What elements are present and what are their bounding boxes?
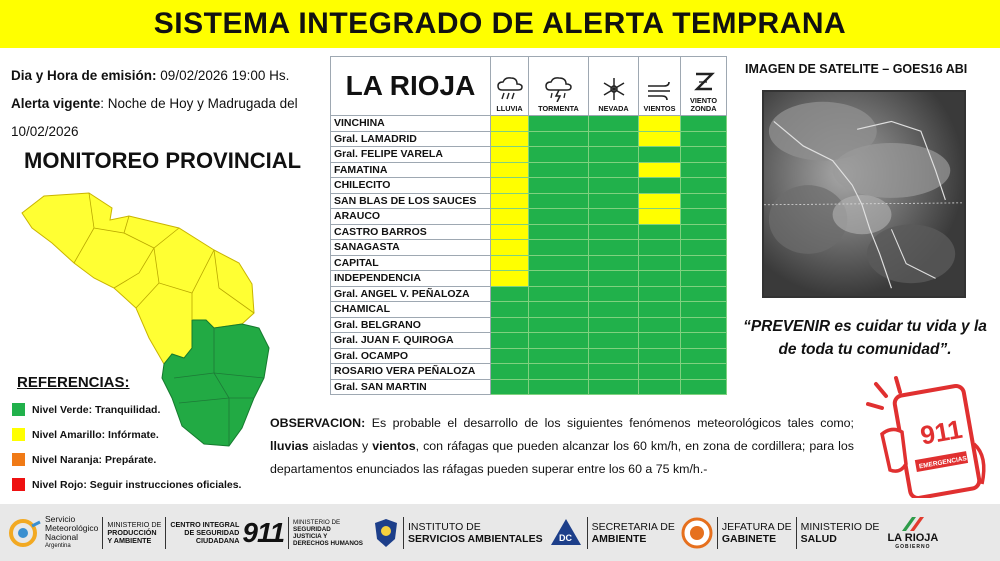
alert-cell-lluvia: [491, 286, 529, 302]
observation: OBSERVACION: Es probable el desarrollo de los siguientes fenómenos meteorológicos tales como; lluvias aisladas y vientos, con ráfagas que pueden alcanzar los 60 km/h, en zona de cordillera; para los departamentos enunciados las ráfagas pueden superar entre los 60 a 75 km/h.-: [270, 416, 854, 476]
table-row: [331, 131, 727, 147]
monitoring-title: MONITOREO PROVINCIAL: [24, 148, 302, 173]
alert-cell-nevada: [589, 209, 639, 225]
emergency-phone-icon: [862, 374, 997, 498]
department-name: SANAGASTA: [331, 240, 491, 256]
zonda-wind-icon: [692, 70, 716, 94]
alert-cell-nevada: [589, 255, 639, 271]
alert-cell-lluvia: [491, 240, 529, 256]
emission-info: [11, 62, 321, 146]
alert-cell-viento-zonda: [681, 255, 727, 271]
defensa-civil-icon: [549, 517, 583, 549]
alert-label: Alerta vigente: [11, 96, 101, 111]
alert-cell-nevada: [589, 348, 639, 364]
instituto-logo: INSTITUTO DE SERVICIOS AMBIENTALES: [373, 513, 543, 553]
department-name: CASTRO BARROS: [331, 224, 491, 240]
alert-cell-lluvia: [491, 224, 529, 240]
alert-cell-nevada: [589, 364, 639, 380]
la-rioja-emblem-icon: [898, 515, 928, 533]
table-row: [331, 271, 727, 287]
reference-yellow: Nivel Amarillo: Infórmate.: [12, 422, 241, 447]
green-swatch: [12, 403, 25, 416]
alert-cell-viento-zonda: [681, 209, 727, 225]
department-name: INDEPENDENCIA: [331, 271, 491, 287]
alert-cell-vientos: [639, 162, 681, 178]
department-name: FAMATINA: [331, 162, 491, 178]
table-row: [331, 147, 727, 163]
alert-cell-viento-zonda: [681, 193, 727, 209]
alert-cell-vientos: [639, 224, 681, 240]
alert-cell-nevada: [589, 317, 639, 333]
alert-cell-vientos: [639, 302, 681, 318]
alert-cell-vientos: [639, 286, 681, 302]
alert-cell-lluvia: [491, 379, 529, 395]
alert-cell-vientos: [639, 193, 681, 209]
table-row: [331, 317, 727, 333]
alert-cell-tormenta: [529, 302, 589, 318]
orange-swatch: [12, 453, 25, 466]
alert-cell-nevada: [589, 178, 639, 194]
table-row: [331, 364, 727, 380]
alert-cell-vientos: [639, 209, 681, 225]
table-row: [331, 193, 727, 209]
satellite-title: IMAGEN DE SATELITE – GOES16 ABI: [745, 62, 968, 76]
alert-cell-tormenta: [529, 271, 589, 287]
alert-cell-vientos: [639, 379, 681, 395]
table-row: [331, 209, 727, 225]
alert-cell-vientos: [639, 131, 681, 147]
centro-911-logo: CENTRO INTEGRAL DE SEGURIDAD CIUDADANA 911: [161, 513, 284, 553]
alert-cell-lluvia: [491, 271, 529, 287]
alert-line: [11, 90, 321, 146]
alert-cell-vientos: [639, 240, 681, 256]
red-swatch: [12, 478, 25, 491]
alert-cell-tormenta: [529, 116, 589, 132]
references: [12, 374, 241, 497]
alert-cell-nevada: [589, 379, 639, 395]
alert-table: [330, 56, 727, 395]
references-title: REFERENCIAS:: [17, 374, 130, 391]
la-rioja-gobierno-logo: LA RIOJA GOBIERNO: [887, 513, 938, 553]
alert-value: : Noche de Hoy y Madrugada del 10/02/2026: [11, 96, 298, 139]
region-title: LA RIOJA: [331, 57, 491, 116]
department-name: Gral. BELGRANO: [331, 317, 491, 333]
table-row: [331, 224, 727, 240]
alert-cell-viento-zonda: [681, 224, 727, 240]
emission-label: Dia y Hora de emisión:: [11, 68, 157, 83]
alert-cell-nevada: [589, 131, 639, 147]
department-name: Gral. FELIPE VARELA: [331, 147, 491, 163]
alert-cell-viento-zonda: [681, 379, 727, 395]
hazard-snow: NEVADA: [589, 57, 639, 116]
jefatura-emblem-icon: [681, 517, 713, 549]
alert-cell-tormenta: [529, 379, 589, 395]
alert-cell-vientos: [639, 364, 681, 380]
alert-cell-tormenta: [529, 255, 589, 271]
table-row: [331, 333, 727, 349]
department-name: CHILECITO: [331, 178, 491, 194]
alert-cell-tormenta: [529, 333, 589, 349]
department-name: Gral. ANGEL V. PEÑALOZA: [331, 286, 491, 302]
department-name: ARAUCO: [331, 209, 491, 225]
department-name: VINCHINA: [331, 116, 491, 132]
hazard-zonda: VIENTO ZONDA: [681, 57, 727, 116]
alert-cell-viento-zonda: [681, 348, 727, 364]
alert-cell-nevada: [589, 302, 639, 318]
police-shield-icon: [373, 517, 399, 549]
alert-cell-nevada: [589, 286, 639, 302]
header-banner: [0, 0, 1000, 48]
svg-text:DC: DC: [558, 532, 572, 543]
alert-cell-tormenta: [529, 147, 589, 163]
alert-cell-lluvia: [491, 193, 529, 209]
department-name: Gral. JUAN F. QUIROGA: [331, 333, 491, 349]
alert-cell-nevada: [589, 147, 639, 163]
alert-cell-vientos: [639, 255, 681, 271]
alert-cell-viento-zonda: [681, 302, 727, 318]
reference-orange: Nivel Naranja: Prepárate.: [12, 447, 241, 472]
min-produccion-logo: MINISTERIO DE PRODUCCIÓN Y AMBIENTE: [98, 513, 161, 553]
department-name: Gral. LAMADRID: [331, 131, 491, 147]
min-salud-logo: MINISTERIO DE SALUD: [792, 513, 880, 553]
table-row: [331, 240, 727, 256]
department-name: ROSARIO VERA PEÑALOZA: [331, 364, 491, 380]
page-title: SISTEMA INTEGRADO DE ALERTA TEMPRANA: [153, 7, 847, 40]
alert-cell-tormenta: [529, 286, 589, 302]
yellow-swatch: [12, 428, 25, 441]
alert-cell-lluvia: [491, 255, 529, 271]
alert-cell-lluvia: [491, 162, 529, 178]
svg-text:EMERGENCIAS: EMERGENCIAS: [918, 455, 968, 471]
alert-cell-lluvia: [491, 178, 529, 194]
alert-cell-vientos: [639, 116, 681, 132]
alert-cell-lluvia: [491, 131, 529, 147]
reference-green: Nivel Verde: Tranquilidad.: [12, 397, 241, 422]
alert-table-body: [331, 116, 727, 395]
alert-cell-nevada: [589, 162, 639, 178]
satellite-image: [762, 90, 966, 298]
alert-cell-viento-zonda: [681, 240, 727, 256]
alert-cell-viento-zonda: [681, 286, 727, 302]
alert-cell-lluvia: [491, 364, 529, 380]
alert-cell-lluvia: [491, 209, 529, 225]
alert-cell-viento-zonda: [681, 131, 727, 147]
alert-cell-vientos: [639, 348, 681, 364]
footer-logos: [0, 504, 1000, 561]
secretaria-logo: DC SECRETARIA DE AMBIENTE: [549, 513, 675, 553]
table-row: [331, 302, 727, 318]
alert-cell-nevada: [589, 116, 639, 132]
snowflake-icon: [601, 76, 627, 102]
hazard-rain: LLUVIA: [491, 57, 529, 116]
alert-cell-tormenta: [529, 364, 589, 380]
alert-cell-vientos: [639, 271, 681, 287]
alert-cell-tormenta: [529, 348, 589, 364]
table-row: [331, 178, 727, 194]
alert-table-wrap: [330, 56, 728, 395]
hazard-wind: VIENTOS: [639, 57, 681, 116]
alert-table-header: [331, 57, 727, 116]
alert-cell-nevada: [589, 271, 639, 287]
alert-cell-nevada: [589, 240, 639, 256]
alert-cell-viento-zonda: [681, 317, 727, 333]
alert-cell-tormenta: [529, 193, 589, 209]
alert-cell-vientos: [639, 317, 681, 333]
alert-cell-viento-zonda: [681, 364, 727, 380]
alert-cell-viento-zonda: [681, 271, 727, 287]
alert-cell-lluvia: [491, 116, 529, 132]
observation-label: OBSERVACION:: [270, 416, 366, 430]
svg-text:911: 911: [918, 413, 965, 451]
table-row: [331, 348, 727, 364]
alert-cell-vientos: [639, 333, 681, 349]
table-row: [331, 286, 727, 302]
rain-cloud-icon: [496, 76, 524, 102]
alert-cell-lluvia: [491, 147, 529, 163]
alert-cell-viento-zonda: [681, 333, 727, 349]
department-name: CHAMICAL: [331, 302, 491, 318]
reference-red: Nivel Rojo: Seguir instrucciones oficiales.: [12, 472, 241, 497]
alert-cell-lluvia: [491, 317, 529, 333]
alert-cell-tormenta: [529, 209, 589, 225]
emission-value: 09/02/2026 19:00 Hs.: [156, 68, 290, 83]
alert-cell-lluvia: [491, 348, 529, 364]
alert-cell-tormenta: [529, 162, 589, 178]
department-name: Gral. OCAMPO: [331, 348, 491, 364]
table-row: [331, 116, 727, 132]
alert-cell-viento-zonda: [681, 116, 727, 132]
alert-cell-viento-zonda: [681, 178, 727, 194]
smn-logo: Servicio Meteorológico Nacional Argentina: [8, 513, 98, 553]
wind-icon: [646, 80, 674, 102]
alert-cell-lluvia: [491, 333, 529, 349]
department-name: Gral. SAN MARTIN: [331, 379, 491, 395]
alert-cell-vientos: [639, 178, 681, 194]
alert-cell-viento-zonda: [681, 147, 727, 163]
alert-cell-lluvia: [491, 302, 529, 318]
department-name: SAN BLAS DE LOS SAUCES: [331, 193, 491, 209]
alert-cell-tormenta: [529, 131, 589, 147]
alert-cell-tormenta: [529, 240, 589, 256]
table-row: [331, 255, 727, 271]
department-name: CAPITAL: [331, 255, 491, 271]
alert-cell-tormenta: [529, 317, 589, 333]
alert-cell-nevada: [589, 193, 639, 209]
alert-cell-tormenta: [529, 224, 589, 240]
smn-emblem-icon: [8, 518, 42, 548]
prevention-quote: “PREVENIR es cuidar tu vida y la de toda tu comunidad”.: [743, 318, 987, 358]
alert-cell-tormenta: [529, 178, 589, 194]
alert-cell-nevada: [589, 224, 639, 240]
jefatura-logo: JEFATURA DE GABINETE: [681, 513, 792, 553]
table-row: [331, 379, 727, 395]
alert-cell-vientos: [639, 147, 681, 163]
alert-cell-nevada: [589, 333, 639, 349]
hazard-storm: TORMENTA: [529, 57, 589, 116]
storm-cloud-icon: [544, 76, 574, 102]
min-seguridad-logo: MINISTERIO DE SEGURIDAD JUSTICIA Y DERECHOS HUMANOS: [284, 513, 363, 553]
alert-cell-viento-zonda: [681, 162, 727, 178]
table-row: [331, 162, 727, 178]
emission-line: [11, 62, 321, 90]
